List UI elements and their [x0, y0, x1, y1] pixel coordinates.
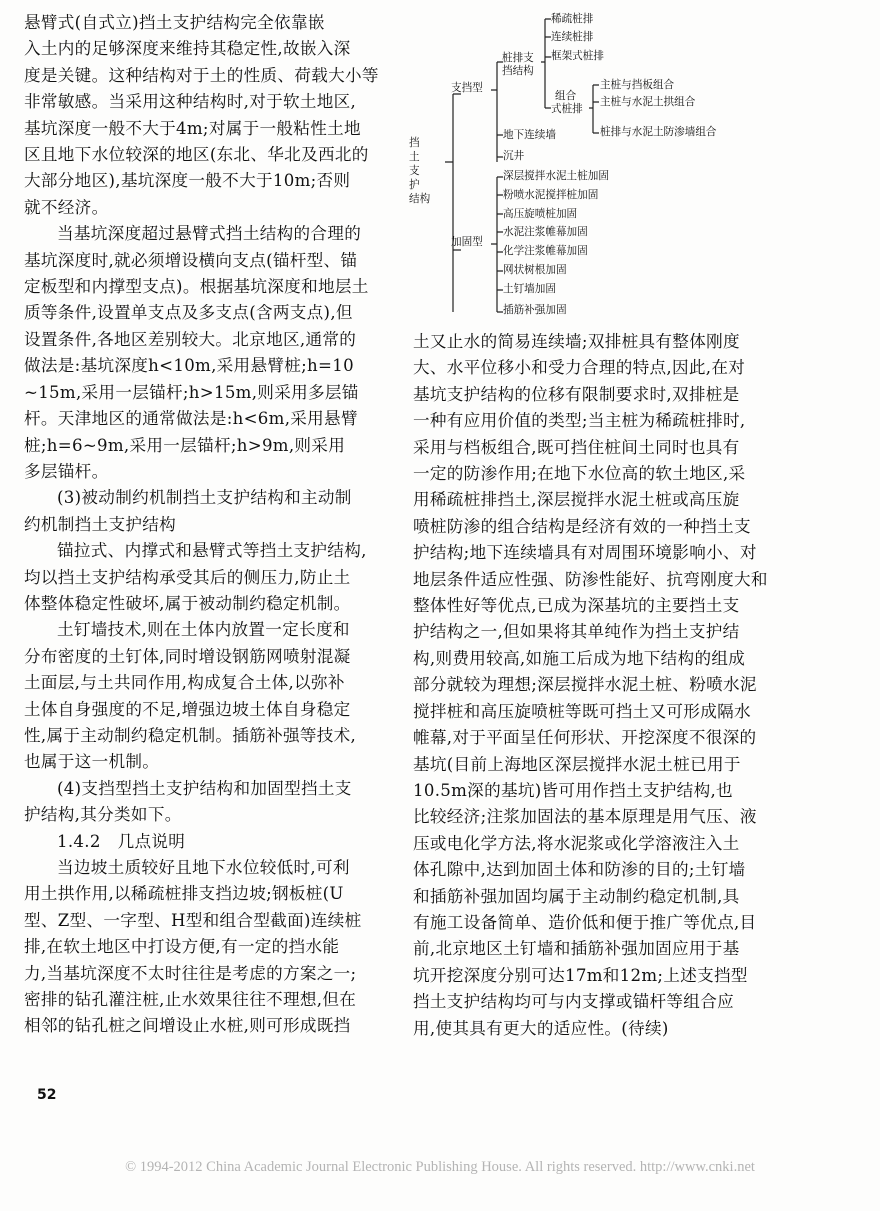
- text-line: 比较经济;注浆加固法的基本原理是用气压、液: [413, 807, 757, 827]
- leaf-node: 稀疏桩排: [551, 13, 594, 25]
- leaf-node: 水泥注浆帷幕加固: [503, 226, 588, 238]
- leaf-node: 主桩与水泥土拱组合: [600, 96, 696, 108]
- page-number: 52: [37, 1087, 57, 1103]
- text-line: 做法是:基坑深度h<10m,采用悬臂桩;h=10: [24, 356, 354, 376]
- root-line: 挡: [409, 137, 420, 149]
- text-line: 悬臂式(自式立)挡土支护结构完全依靠嵌: [24, 13, 325, 32]
- text-line: 整体性好等优点,已成为深基坑的主要挡土支: [413, 596, 740, 616]
- text-line: 坑开挖深度分别可达17m和12m;上述支挡型: [413, 965, 748, 985]
- text-line: 和插筋补强加固均属于主动制约稳定机制,具: [413, 886, 740, 906]
- text-line: 有施工设备简单、造价低和便于推广等优点,目: [413, 912, 757, 932]
- text-line: 用稀疏桩排挡土,深层搅拌水泥土桩或高压旋: [413, 490, 740, 510]
- root-line: 结构: [409, 193, 431, 205]
- text-line: 大部分地区),基坑深度一般不大于10m;否则: [24, 171, 351, 191]
- classification-tree-diagram: [405, 12, 775, 322]
- text-line: 一种有应用价值的类型;当主桩为稀疏桩排时,: [413, 411, 746, 431]
- leaf-node: 主桩与挡板组合: [600, 79, 675, 91]
- text-line: 体孔隙中,达到加固土体和防渗的目的;土钉墙: [413, 860, 746, 880]
- text-line: 一定的防渗作用;在地下水位高的软土地区,采: [413, 464, 746, 484]
- text-line: ~15m,采用一层锚杆;h>15m,则采用多层锚: [24, 382, 359, 402]
- text-line: 土又止水的简易连续墙;双排桩具有整体刚度: [413, 332, 740, 351]
- text-line: 帷幕,对于平面呈任何形状、开挖深度不很深的: [413, 728, 757, 748]
- text-line: 基坑(目前上海地区深层搅拌水泥土桩已用于: [413, 754, 741, 774]
- text-line: 土面层,与土共同作用,构成复合土体,以弥补: [24, 673, 345, 693]
- leaf-node: 粉喷水泥搅拌桩加固: [503, 189, 599, 201]
- node-line: 式桩排: [551, 103, 583, 115]
- text-line: 锚拉式、内撑式和悬臂式等挡土支护结构,: [57, 541, 367, 561]
- text-line: 桩;h=6~9m,采用一层锚杆;h>9m,则采用: [24, 435, 346, 455]
- text-line: 均以挡土支护结构承受其后的侧压力,防止土: [24, 567, 351, 587]
- diagram-root-label: [409, 136, 430, 206]
- text-line: 土体自身强度的不足,增强边坡土体自身稳定: [24, 699, 351, 719]
- node-line: 桩排支: [502, 52, 534, 64]
- text-line: 护结构,其分类如下。: [24, 805, 182, 825]
- text-line: 性,属于主动制约稳定机制。插筋补强等技术,: [24, 725, 357, 745]
- leaf-node: 地下连续墙: [503, 129, 556, 141]
- branch-support-type: 支挡型: [451, 82, 483, 94]
- text-line: 喷桩防渗的组合结构是经济有效的一种挡土支: [413, 516, 751, 536]
- text-line: (4)支挡型挡土支护结构和加固型挡土支: [57, 778, 352, 798]
- right-text-column: [413, 329, 774, 1042]
- node-line: 组合: [555, 90, 577, 102]
- text-line: 基坑深度一般不大于4m;对属于一般粘性土地: [24, 118, 361, 138]
- copyright-footer: © 1994-2012 China Academic Journal Electronic Publishing House. All rights reserved. http://www.cnki.net: [125, 1159, 755, 1175]
- text-line: 压或电化学方法,将水泥浆或化学溶液注入土: [413, 833, 740, 853]
- text-line: 多层锚杆。: [24, 461, 109, 481]
- text-line: 质等条件,设置单支点及多支点(含两支点),但: [24, 303, 353, 323]
- text-line: 当边坡土质较好且地下水位较低时,可利: [57, 858, 350, 877]
- text-line: 部分就较为理想;深层搅拌水泥土桩、粉喷水泥: [413, 675, 757, 695]
- text-line: 用土拱作用,以稀疏桩排支挡边坡;钢板桩(U: [24, 884, 344, 904]
- text-line: 大、水平位移小和受力合理的特点,因此,在对: [413, 358, 746, 378]
- leaf-node: 桩排与水泥土防渗墙组合: [600, 126, 717, 138]
- node-combined-pile-row: [551, 90, 583, 116]
- leaf-node: 土钉墙加固: [503, 283, 556, 295]
- text-line: 区且地下水位较深的地区(东北、华北及西北的: [24, 145, 369, 165]
- node-pile-row-structure: [502, 52, 534, 78]
- text-line: 构,则费用较高,如施工后成为地下结构的组成: [413, 648, 746, 668]
- leaf-node: 框架式桩排: [551, 50, 604, 62]
- text-line: 非常敏感。当采用这种结构时,对于软土地区,: [24, 92, 357, 112]
- leaf-node: 连续桩排: [551, 31, 594, 43]
- text-line: 挡土支护结构均可与内支撑或锚杆等组合应: [413, 992, 734, 1012]
- text-line: 力,当基坑深度不太时往往是考虑的方案之一;: [24, 963, 357, 983]
- text-line: 约机制挡土支护结构: [24, 514, 177, 534]
- text-line: 定板型和内撑型支点)。根据基坑深度和地层土: [24, 277, 369, 297]
- text-line: 用,使其具有更大的适应性。(待续): [413, 1018, 669, 1038]
- left-text-column: [24, 10, 392, 1040]
- root-line: 支: [409, 165, 420, 177]
- leaf-node: 高压旋喷桩加固: [503, 208, 578, 220]
- text-line: 搅拌桩和高压旋喷桩等既可挡土又可形成隔水: [413, 701, 751, 721]
- leaf-node: 网状树根加固: [503, 264, 567, 276]
- root-line: 土: [409, 151, 420, 163]
- text-line: 采用与档板组合,既可挡住桩间土同时也具有: [413, 437, 740, 457]
- text-line: 基坑深度时,就必须增设横向支点(锚杆型、锚: [24, 250, 358, 270]
- text-line: 护结构;地下连续墙具有对周围环境影响小、对: [413, 543, 757, 563]
- branch-reinforce-type: 加固型: [451, 236, 483, 248]
- text-line: 1.4.2 几点说明: [57, 831, 186, 851]
- text-line: 度是关键。这种结构对于土的性质、荷载大小等: [24, 65, 379, 85]
- text-line: 当基坑深度超过悬臂式挡土结构的合理的: [57, 224, 362, 244]
- text-line: 分布密度的土钉体,同时增设钢筋网喷射混凝: [24, 646, 351, 666]
- text-line: 型、Z型、一字型、H型和组合型截面)连续桩: [24, 910, 362, 930]
- text-line: 杆。天津地区的通常做法是:h<6m,采用悬臂: [24, 409, 358, 429]
- text-line: 土钉墙技术,则在土体内放置一定长度和: [57, 620, 350, 640]
- node-line: 挡结构: [502, 65, 534, 77]
- text-line: 入土内的足够深度来维持其稳定性,故嵌入深: [24, 39, 351, 59]
- leaf-node: 深层搅拌水泥土桩加固: [503, 170, 609, 182]
- text-line: 体整体稳定性破坏,属于被动制约稳定机制。: [24, 593, 351, 613]
- text-line: 密排的钻孔灌注桩,止水效果往往不理想,但在: [24, 990, 357, 1010]
- text-line: 基坑支护结构的位移有限制要求时,双排桩是: [413, 384, 740, 404]
- text-line: 就不经济。: [24, 197, 109, 217]
- leaf-node: 插筋补强加固: [503, 304, 567, 316]
- text-line: (3)被动制约机制挡土支护结构和主动制: [57, 488, 352, 508]
- leaf-node: 沉井: [503, 150, 525, 162]
- text-line: 地层条件适应性强、防渗性能好、抗弯刚度大和: [413, 569, 768, 589]
- text-line: 设置条件,各地区差别较大。北京地区,通常的: [24, 329, 357, 349]
- text-line: 护结构之一,但如果将其单纯作为挡土支护结: [413, 622, 740, 642]
- text-line: 排,在软土地区中打设方便,有一定的挡水能: [24, 937, 340, 957]
- text-line: 10.5m深的基坑)皆可用作挡土支护结构,也: [413, 780, 733, 800]
- text-line: 也属于这一机制。: [24, 752, 160, 772]
- leaf-node: 化学注浆帷幕加固: [503, 245, 588, 257]
- text-line: 相邻的钻孔桩之间增设止水桩,则可形成既挡: [24, 1016, 351, 1036]
- root-line: 护: [409, 179, 420, 191]
- text-line: 前,北京地区土钉墙和插筋补强加固应用于基: [413, 939, 740, 959]
